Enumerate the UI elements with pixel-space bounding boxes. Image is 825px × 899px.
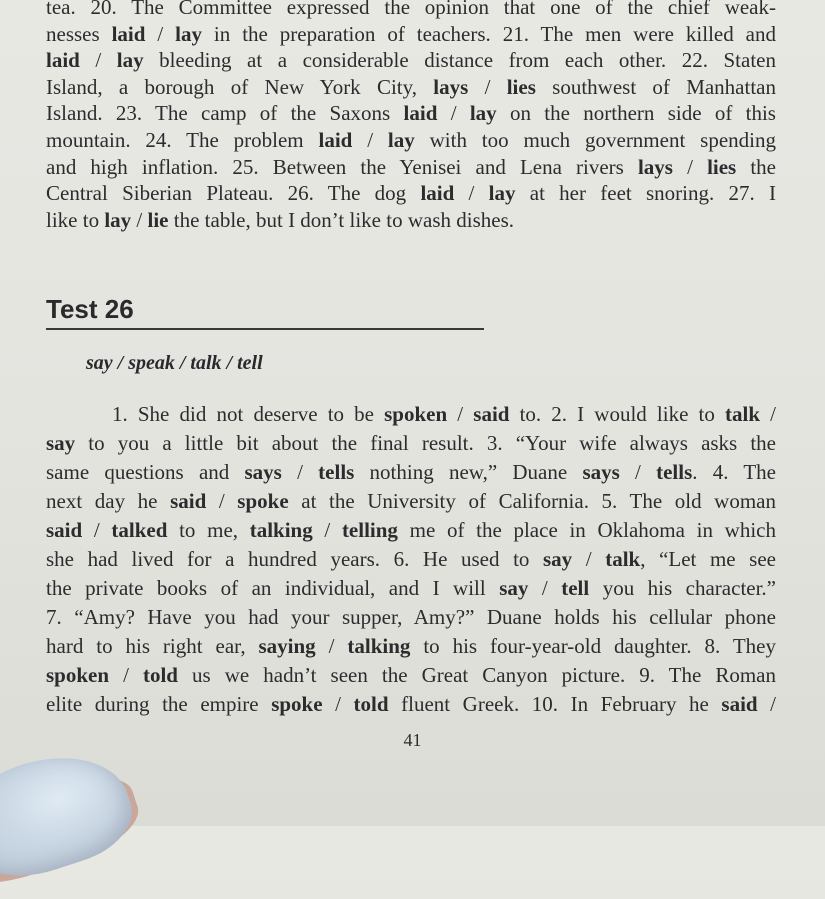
title-rule [46, 328, 484, 330]
text-line: same questions and says / tells nothing new,” Duane says / tells. 4. The [46, 460, 776, 484]
text-line: said / talked to me, talking / telling me of the place in Oklahoma in which [46, 518, 776, 542]
text-line: the private books of an individual, and I will say / tell you his character.” [46, 576, 777, 600]
text-line: Central Siberian Plateau. 26. The dog laid / lay at her feet snoring. 27. I [46, 181, 776, 206]
text-line: she had lived for a hundred years. 6. He used to say / talk, “Let me see [46, 547, 776, 571]
text-line: and high inflation. 25. Between the Yenisei and Lena rivers lays / lies the [46, 154, 777, 179]
text-line: next day he said / spoke at the University of California. 5. The old woman [46, 489, 777, 513]
text-line: like to lay / lie the table, but I don’t like to wash dishes. [46, 207, 514, 232]
test-subtitle: say / speak / talk / tell [86, 352, 263, 374]
text-line: hard to his right ear, saying / talking to his four-year-old daughter. 8. They [46, 634, 776, 658]
page-number: 41 [403, 730, 422, 750]
test-title: Test 26 [46, 294, 134, 324]
text-line: mountain. 24. The problem laid / lay with too much government spending [46, 128, 776, 152]
text-line: spoken / told us we hadn’t seen the Great Canyon picture. 9. The Roman [46, 663, 776, 687]
text-line: Island, a borough of New York City, lays / lies southwest of Manhattan [46, 74, 776, 99]
text-line: laid / lay bleeding at a considerable distance from each other. 22. Staten [46, 48, 776, 73]
text-line: say to you a little bit about the final result. 3. “Your wife always asks the [46, 431, 776, 455]
fingernail [0, 736, 143, 893]
text-line: nesses laid / lay in the preparation of teachers. 21. The men were killed and [46, 21, 776, 46]
text-line: elite during the empire spoke / told fluent Greek. 10. In February he said / [46, 692, 776, 716]
text-line: tea. 20. The Committee expressed the opinion that one of the chief weak- [46, 0, 776, 19]
text-line: Island. 23. The camp of the Saxons laid / lay on the northern side of this [46, 101, 776, 126]
text-line: 1. She did not deserve to be spoken / said to. 2. I would like to talk / [112, 402, 777, 426]
text-line: 7. “Amy? Have you had your supper, Amy?” Duane holds his cellular phone [46, 605, 776, 629]
